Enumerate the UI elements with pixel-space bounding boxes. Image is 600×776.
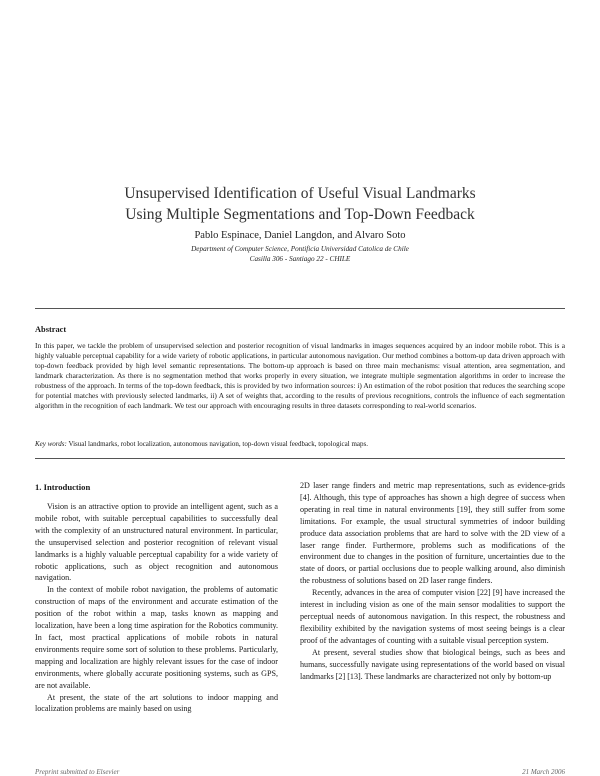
keywords-text: Visual landmarks, robot localization, autonomous navigation, top-down visual feedback, topological maps. (68, 440, 368, 448)
affiliation (40, 244, 560, 264)
keywords-label: Key words: (35, 440, 67, 448)
abstract-top-rule (35, 308, 565, 309)
title-line-1: Unsupervised Identification of Useful Visual Landmarks (124, 185, 476, 202)
abstract-text: In this paper, we tackle the problem of unsupervised selection and posterior recognition of visual landmarks in images sequences acquired by an indoor mobile robot. This is a highly valuable perceptual capability for a wide variety of robotic applications, in particular autonomous navigation. Our method combines a bottom-up data driven approach with top-down feedback provided by high level semantic representations. The bottom-up approach is based on three main mechanisms: visual attention, area segmentation, and landmark characterization. As there is no segmentation method that works properly in every situation, we integrate multiple segmentation algorithms in order to increase the robustness of the approach. In terms of the top-down feedback, this is provided by two information sources: i) An estimation of the robot position that reduces the searching scope for potential matches with previously selected landmarks, ii) A set of weights that, according to the results of previous recognitions, controls the influence of each segmentation algorithm in the recognition of each landmark. We test our approach with encouraging results in three datasets corresponding to real-world scenarios. (35, 341, 565, 411)
intro-paragraph-1: Vision is an attractive option to provide an intelligent agent, such as a mobile robot, with suitable perceptual capabilities to successfully deal with the complexity of an unstructured natural environment. In particular, the unsupervised selection and posterior recognition of relevant visual landmarks is a highly valuable perceptual capability for a wide variety of robotic applications, such as object recognition and autonomous navigation. (35, 502, 278, 583)
affiliation-line-2: Casilla 306 - Santiago 22 - CHILE (249, 255, 351, 263)
abstract-heading: Abstract (35, 325, 67, 334)
title-line-2: Using Multiple Segmentations and Top-Down Feedback (125, 206, 475, 223)
intro-paragraph-3: At present, the state of the art solutions to indoor mapping and localization problems are mainly based on using (35, 692, 278, 714)
intro-paragraph-6: At present, several studies show that biological beings, such as bees and humans, successfully navigate using representations of the world based on visual landmarks [2] [13]. These landmarks are characterized not only by bottom-up (300, 647, 565, 681)
affiliation-line-1: Department of Computer Science, Pontificia Universidad Catolica de Chile (191, 245, 409, 253)
left-column (35, 501, 278, 715)
footer-preprint-note: Preprint submitted to Elsevier (35, 768, 120, 776)
abstract-bottom-rule (35, 458, 565, 459)
intro-paragraph-4: 2D laser range finders and metric map representations, such as evidence-grids [4]. Although, this type of approaches has shown a high degree of success when operating in real time in natural environments [19], they still suffer from some limitations. For example, the usual structural symmetries of indoor building produce data association problems that are hard to solve with the 2D view of a laser range finder. Furthermore, problems such as modifications of the environment due to changes in the position of furniture, uncertainties due to the state of doors, or partial occlusions due to people walking around, also diminish the robustness of solutions based on 2D laser range finders. (300, 481, 565, 586)
footer-date: 21 March 2006 (522, 768, 565, 776)
intro-paragraph-5: Recently, advances in the area of computer vision [22] [9] have increased the interest in including vision as one of the main sensor modalities to support the perceptual needs of autonomous navigation. In this respect, the robustness and flexibility exhibited by the navigation systems of most seeing beings is a clear proof of the advantages of counting with a suitable visual perception system. (300, 588, 565, 645)
intro-paragraph-2: In the context of mobile robot navigation, the problems of automatic construction of maps of the environment and accurate estimation of the position of the robot within a map, tasks known as mapping and localization, have been a long time aspiration for the Robotics community. In fact, most practical applications of mobile robots in natural environments require some sort of solution to these problems. Particularly, mapping and localization are highly relevant issues for the case of indoor environments, where globally accurate positioning systems, such as GPS, are not available. (35, 585, 278, 690)
section-heading-introduction: 1. Introduction (35, 482, 91, 492)
author-list: Pablo Espinace, Daniel Langdon, and Alvaro Soto (194, 230, 406, 241)
keywords (35, 440, 565, 448)
paper-title (40, 183, 560, 225)
right-column (300, 480, 565, 682)
